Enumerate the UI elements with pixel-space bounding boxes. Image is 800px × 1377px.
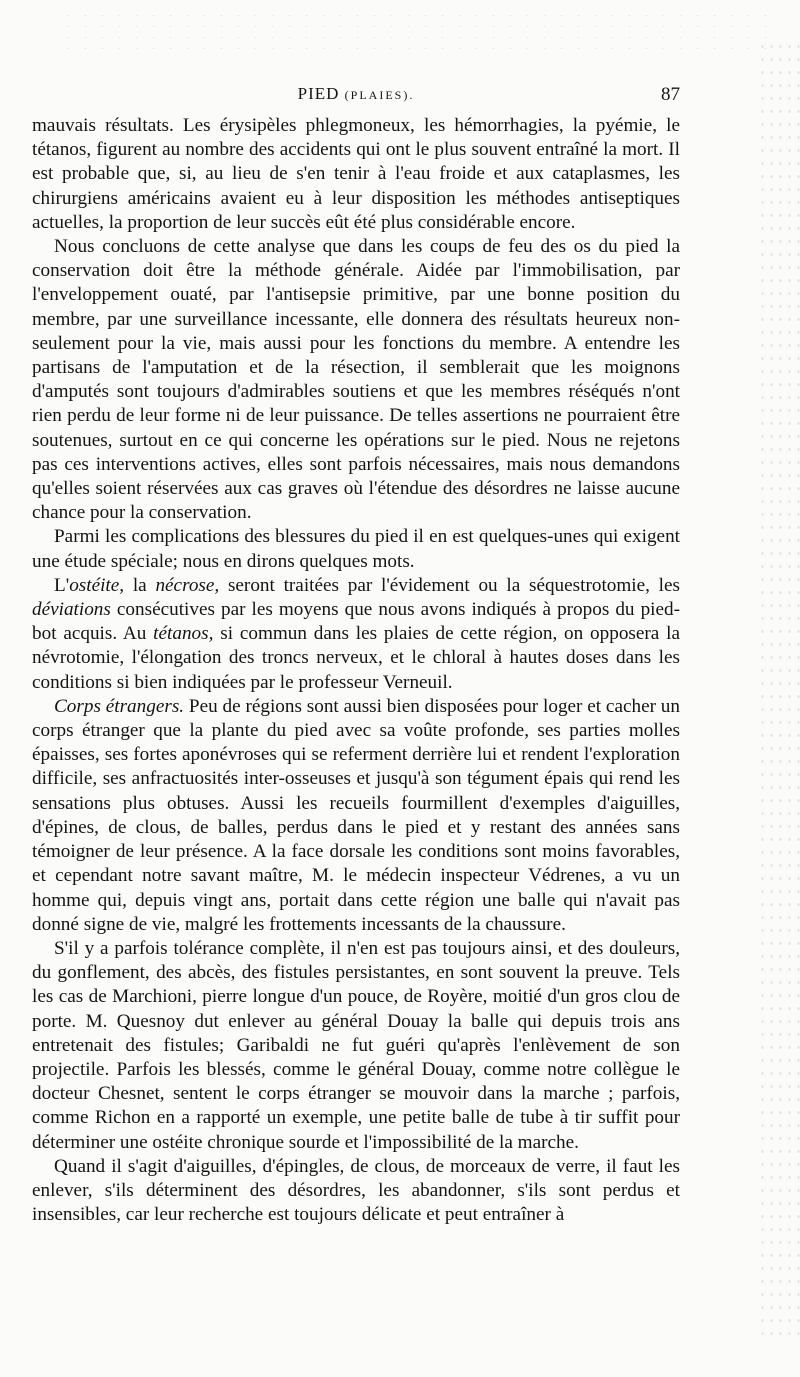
page-top-noise	[60, 10, 780, 50]
italic-term: tétanos,	[153, 623, 214, 645]
text-run: Quand il s'agit d'aiguilles, d'épingles, de clous, de morceaux de verre, il faut les enlever, s'ils déterminent des désordres, les abandonner, s'ils sont perdus et insensibles, car leur recherche est toujours délicate et peut entraîner à	[32, 1155, 680, 1226]
page-edge-noise	[758, 40, 800, 1340]
running-title-main: PIED	[297, 84, 340, 103]
running-title-suffix: (PLAIES).	[344, 88, 415, 102]
italic-term: Corps étrangers.	[54, 695, 185, 717]
paragraph	[32, 114, 680, 235]
italic-term: ostéite,	[69, 574, 125, 596]
text-run: consécutives par les moyens que nous avons indiqués à propos du pied-bot acquis. Au	[32, 599, 680, 645]
text-run: L'	[54, 574, 70, 596]
body-text	[32, 114, 680, 1227]
italic-term: déviations	[32, 599, 111, 621]
italic-term: nécrose,	[155, 574, 220, 596]
text-run: mauvais résultats. Les érysipèles phlegmoneux, les hémorrhagies, la pyémie, le tétanos, figurent au nombre des accidents qui ont le plus souvent entraîné la mort. Il est probable que, si, au lieu de s'en tenir à l'eau froide et aux cataplasmes, les chirurgiens américains avaient eu à leur disposition les méthodes antiseptiques actuelles, la proportion de leur succès eût été plus considérable encore.	[32, 115, 680, 233]
running-title	[32, 84, 680, 104]
paragraph	[32, 525, 680, 573]
paragraph	[32, 1155, 680, 1228]
paragraph	[32, 937, 680, 1155]
text-run: Parmi les complications des blessures du pied il en est quelques-unes qui exigent une étude spéciale; nous en dirons quelques mots.	[32, 526, 680, 572]
paragraph	[32, 574, 680, 695]
paragraph	[32, 695, 680, 937]
text-run: si commun dans les plaies de cette région, on opposera la névrotomie, l'élongation des troncs nerveux, et le chloral à hautes doses dans les conditions si bien indiquées par le professeur Verneuil.	[32, 623, 680, 693]
paragraph	[32, 235, 680, 525]
text-run: seront traitées par l'évidement ou la séquestrotomie, les	[219, 574, 680, 596]
text-run: S'il y a parfois tolérance complète, il n'en est pas toujours ainsi, et des douleurs, du gonflement, des abcès, des fistules persistantes, en sont souvent la preuve. Tels les cas de Marchioni, pierre longue d'un pouce, de Royère, moitié d'un gros clou de porte. M. Quesnoy dut enlever au général Douay la balle qui depuis trois ans entretenait des fistules; Garibaldi ne fut guéri qu'après l'enlèvement de son projectile. Parfois les blessés, comme le général Douay, comme notre collègue le docteur Chesnet, sentent le corps étranger se mouvoir dans la marche ; parfois, comme Richon en a rapporté un exemple, une petite balle de tube à tir suffit pour déterminer une ostéite chronique sourde et l'impossibilité de la marche.	[32, 937, 680, 1153]
page-header	[32, 84, 680, 110]
page-number: 87	[661, 84, 680, 105]
text-run: la	[124, 574, 156, 596]
text-run: Peu de régions sont aussi bien disposées pour loger et cacher un corps étranger que la plante du pied avec sa voûte profonde, ses parties molles épaisses, ses fortes aponévroses qui se referment derrière lui et rendent l'exploration difficile, ses anfractuosités inter-osseuses et jusqu'à son tégument épais qui rend les sensations plus obtuses. Aussi les recueils fourmillent d'exemples d'aiguilles, d'épines, de clous, de balles, perdus dans le pied et y restant des années sans témoigner de leur présence. A la face dorsale les conditions sont moins favorables, et cependant notre savant maître, M. le médecin inspecteur Védrenes, a vu un homme qui, depuis vingt ans, portait dans cette région une balle qui n'avait pas donné signe de vie, malgré les frottements incessants de la chaussure.	[32, 695, 680, 935]
text-run: Nous concluons de cette analyse que dans les coups de feu des os du pied la conservation doit être la méthode générale. Aidée par l'immobilisation, par l'enveloppement ouaté, par l'antisepsie primitive, par une bonne position du membre, par une surveillance incessante, elle donnera des résultats heureux non-seulement pour la vie, mais aussi pour les fonctions du membre. A entendre les partisans de l'amputation et de la résection, il semblerait que les moignons d'amputés sont toujours d'admirables soutiens et que les membres réséqués n'ont rien perdu de leur forme ni de leur puissance. De telles assertions ne pourraient être soutenues, surtout en ce qui concerne les opérations sur le pied. Nous ne rejetons pas ces interventions actives, elles sont parfois nécessaires, mais nous demandons qu'elles soient réservées aux cas graves où l'étendue des désordres ne laisse aucune chance pour la conservation.	[32, 236, 680, 524]
